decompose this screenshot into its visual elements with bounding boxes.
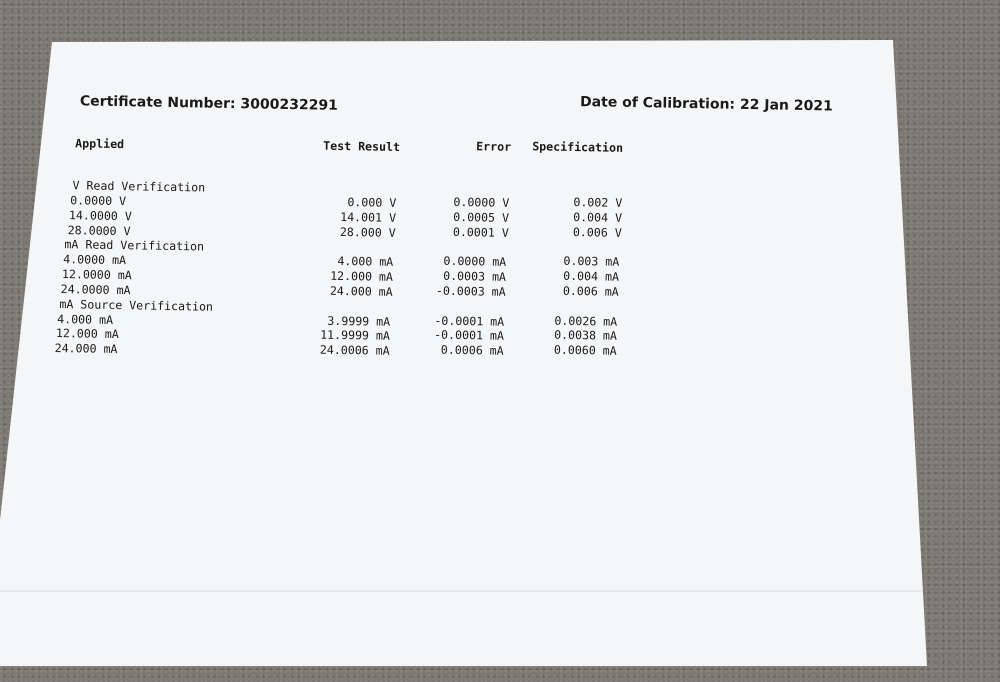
- error-value: 0.0006 mA: [440, 342, 504, 358]
- applied-value: 14.0000 V: [68, 208, 132, 224]
- error-value: 0.0001 V: [452, 224, 509, 240]
- applied-value: 4.000 mA: [57, 311, 114, 327]
- error-value: 0.0003 mA: [443, 268, 507, 284]
- section-title-ma-source: mA Source Verification: [59, 297, 214, 314]
- section-title-ma-read: mA Read Verification: [64, 237, 205, 254]
- applied-value: 24.000 mA: [54, 340, 118, 357]
- applied-value: 0.0000 V: [70, 193, 127, 209]
- test-result-value: 3.9999 mA: [327, 313, 391, 329]
- specification-value: 0.0060 mA: [553, 342, 617, 358]
- error-value: -0.0001 mA: [434, 313, 505, 329]
- applied-value: 28.0000 V: [67, 223, 131, 239]
- specification-value: 0.003 mA: [563, 253, 620, 269]
- calibration-date: Date of Calibration: 22 Jan 2021: [579, 94, 833, 115]
- applied-value: 12.000 mA: [55, 325, 119, 342]
- test-result-value: 24.0006 mA: [319, 342, 390, 358]
- error-value: 0.0000 V: [453, 194, 510, 210]
- specification-value: 0.004 mA: [563, 268, 620, 284]
- column-header-test-result: Test Result: [323, 138, 401, 154]
- test-result-value: 0.000 V: [347, 195, 397, 210]
- applied-value: 4.0000 mA: [63, 252, 127, 268]
- specification-value: 0.006 mA: [562, 283, 619, 299]
- test-result-value: 12.000 mA: [330, 268, 394, 284]
- error-value: 0.0000 mA: [443, 253, 507, 269]
- specification-value: 0.006 V: [572, 224, 622, 240]
- test-result-value: 28.000 V: [339, 224, 396, 240]
- column-header-error: Error: [476, 139, 512, 154]
- error-value: -0.0001 mA: [434, 327, 505, 343]
- test-result-value: 24.000 mA: [329, 283, 393, 299]
- error-value: 0.0005 V: [453, 209, 510, 225]
- applied-value: 12.0000 mA: [61, 267, 132, 283]
- test-result-value: 14.001 V: [340, 209, 397, 225]
- specification-value: 0.0026 mA: [554, 313, 618, 329]
- specification-value: 0.002 V: [573, 194, 623, 210]
- certificate-number: Certificate Number: 3000232291: [79, 93, 339, 114]
- applied-value: 24.0000 mA: [60, 282, 131, 298]
- section-title-v-read: V Read Verification: [72, 178, 206, 195]
- specification-value: 0.004 V: [573, 209, 623, 225]
- specification-value: 0.0038 mA: [554, 327, 618, 343]
- test-result-value: 11.9999 mA: [320, 327, 391, 343]
- column-header-specification: Specification: [532, 139, 624, 155]
- error-value: -0.0003 mA: [435, 283, 506, 299]
- column-header-applied: Applied: [75, 136, 125, 152]
- test-result-value: 4.000 mA: [337, 253, 394, 269]
